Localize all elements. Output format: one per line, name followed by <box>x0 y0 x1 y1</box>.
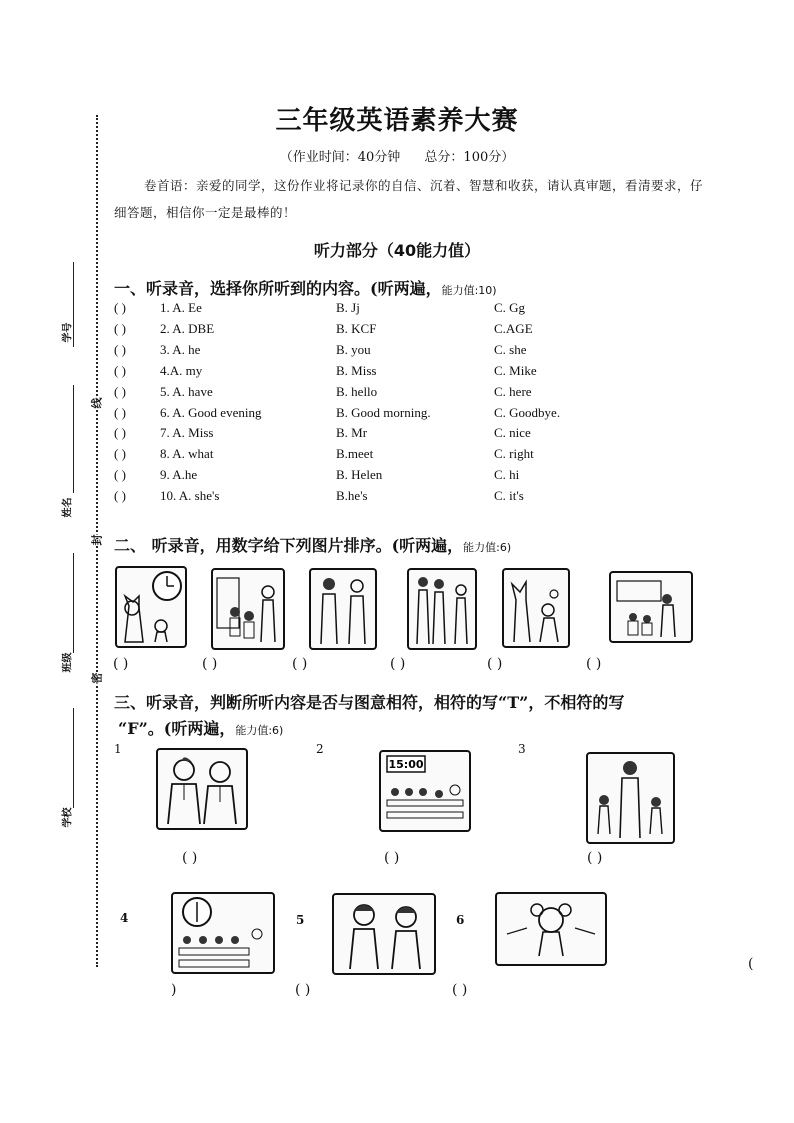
picture-classroom-clock-1500 <box>379 750 471 832</box>
option-c: C. hi <box>494 467 520 483</box>
picture-fox-and-animals <box>502 568 570 648</box>
picture-cat-mouse-clock <box>115 566 187 648</box>
section3-answer-4-open[interactable]: ( <box>748 956 754 972</box>
margin-label-class: 班级 <box>62 652 74 673</box>
section2-heading <box>114 533 511 556</box>
section2-answer-3[interactable]: ( ) <box>292 656 308 672</box>
option-a: 10. A. she's <box>160 488 220 504</box>
section3-answer-2[interactable]: ( ) <box>384 850 400 866</box>
option-b: B. Helen <box>336 467 383 483</box>
picture-woman-and-children <box>586 752 675 844</box>
section1-heading <box>114 276 497 299</box>
section1-points: 能力值:10) <box>441 284 497 297</box>
exam-info <box>0 146 794 165</box>
picture-number-4: 4 <box>120 911 129 925</box>
option-c: C. she <box>494 341 527 357</box>
picture-number-5: 5 <box>296 913 305 927</box>
picture-classroom-clock <box>171 892 275 974</box>
section2-title: 二、 听录音，用数字给下列图片排序。(听两遍， <box>114 536 464 555</box>
margin-label-school: 学校 <box>62 807 74 828</box>
option-b: B.he's <box>336 488 368 504</box>
clock-digital-text: 15:00 <box>388 758 424 771</box>
option-c: C. right <box>494 446 534 462</box>
section3-title: “F”。(听两遍， <box>118 719 236 738</box>
section3-answer-6[interactable]: ( ) <box>452 982 468 998</box>
picture-teacher-and-students <box>609 571 693 643</box>
picture-two-boys-waving <box>332 893 436 975</box>
option-a: 5. A. have <box>160 383 213 399</box>
answer-paren[interactable]: ( ) <box>114 320 126 336</box>
page-title: 三年级英语素养大赛 <box>275 106 519 136</box>
section2-answer-4[interactable]: ( ) <box>390 656 406 672</box>
section3-answer-1[interactable]: ( ) <box>182 850 198 866</box>
option-a: 9. A.he <box>160 467 198 483</box>
option-c: C. here <box>494 383 532 399</box>
option-a: 2. A. DBE <box>160 320 215 336</box>
section2-answer-2[interactable]: ( ) <box>202 656 218 672</box>
section3-heading-line2 <box>118 716 283 739</box>
option-a: 6. A. Good evening <box>160 404 262 420</box>
answer-paren[interactable]: ( ) <box>114 467 126 483</box>
option-b: B. KCF <box>336 320 377 336</box>
section3-points: 能力值:6) <box>235 724 284 737</box>
option-c: C. Goodbye. <box>494 404 561 420</box>
option-b: B. Mr <box>336 425 368 441</box>
picture-number-2: 2 <box>316 742 324 756</box>
margin-label-name: 姓名 <box>62 497 74 518</box>
section2-answer-1[interactable]: ( ) <box>113 656 129 672</box>
option-c: C. Gg <box>494 300 526 315</box>
answer-paren[interactable]: ( ) <box>114 404 126 420</box>
school-line <box>73 708 74 808</box>
preface-text: 卷首语：亲爱的同学，这份作业将记录你的自信、沉着、智慧和收获，请认真审题，看清要求，仔细答题，相信你一定是最棒的！ <box>114 178 704 220</box>
class-line <box>73 553 74 653</box>
picture-number-6: 6 <box>456 913 465 927</box>
answer-paren[interactable]: ( ) <box>114 300 126 315</box>
option-b: B. you <box>336 341 371 357</box>
option-b: B. Good morning. <box>336 404 431 420</box>
section2-answer-6[interactable]: ( ) <box>586 656 602 672</box>
option-c: C. Mike <box>494 362 537 378</box>
picture-mouse-character <box>495 892 607 966</box>
option-a: 8. A. what <box>160 446 214 462</box>
option-c: C.AGE <box>494 320 533 336</box>
option-b: B. hello <box>336 383 378 399</box>
option-a: 3. A. he <box>160 341 201 357</box>
answer-paren[interactable]: ( ) <box>114 383 126 399</box>
answer-paren[interactable]: ( ) <box>114 446 126 462</box>
answer-paren[interactable]: ( ) <box>114 362 126 378</box>
margin-label-student-id: 学号 <box>62 322 74 343</box>
answer-paren[interactable]: ( ) <box>114 341 126 357</box>
exam-total: 总分：100分） <box>424 150 515 165</box>
option-c: C. it's <box>494 488 524 504</box>
section3-heading-line1: 三、听录音，判断所听内容是否与图意相符，相符的写“T”，不相符的写 <box>114 693 625 712</box>
part-title: 听力部分（40能力值） <box>313 241 481 260</box>
picture-number-1: 1 <box>114 742 122 756</box>
section2-answer-5[interactable]: ( ) <box>487 656 503 672</box>
seal-char-mi: 密 <box>90 672 104 684</box>
option-c: C. nice <box>494 425 531 441</box>
picture-three-people <box>407 568 477 650</box>
option-a: 4.A. my <box>160 362 203 378</box>
section3-answer-3[interactable]: ( ) <box>587 850 603 866</box>
picture-two-boys-greeting <box>156 748 248 830</box>
option-b: B. Miss <box>336 362 377 378</box>
section1-title: 一、听录音，选择你所听到的内容。(听两遍， <box>114 279 442 298</box>
section3-answer-5[interactable]: ( ) <box>295 982 311 998</box>
seal-char-feng: 封 <box>90 534 104 546</box>
section2-points: 能力值:6) <box>463 541 512 554</box>
name-line <box>73 385 74 493</box>
option-b: B.meet <box>336 446 374 462</box>
option-b: B. Jj <box>336 300 360 315</box>
answer-paren[interactable]: ( ) <box>114 488 126 504</box>
picture-number-3: 3 <box>518 742 526 756</box>
picture-classroom-children <box>211 568 285 650</box>
picture-two-people-talking <box>309 568 377 650</box>
section3-answer-4-close[interactable]: ) <box>171 982 177 998</box>
seal-char-xian: 线 <box>90 397 104 409</box>
exam-time: （作业时间：40分钟 <box>279 150 401 165</box>
option-a: 7. A. Miss <box>160 425 214 441</box>
answer-paren[interactable]: ( ) <box>114 425 126 441</box>
option-a: 1. A. Ee <box>160 300 202 315</box>
